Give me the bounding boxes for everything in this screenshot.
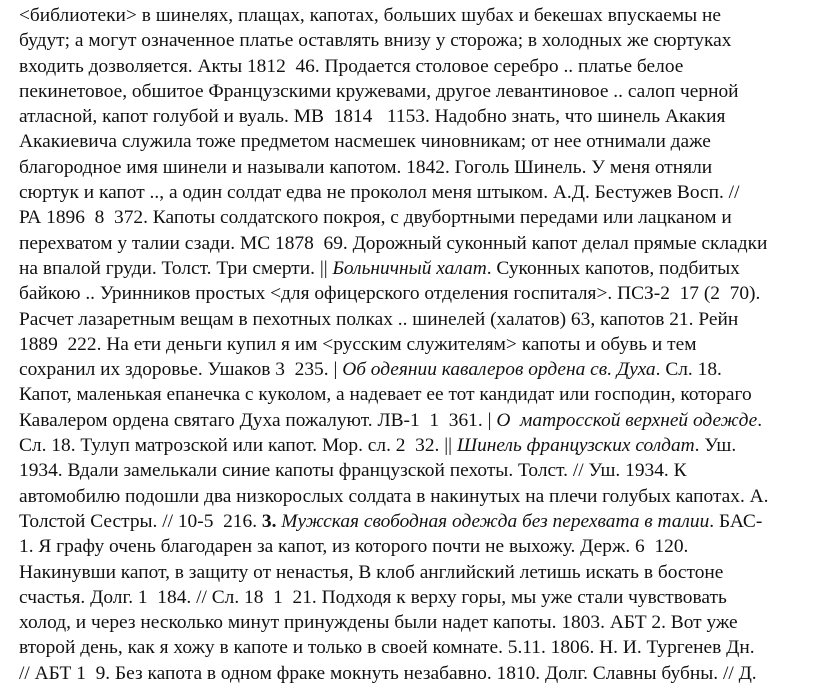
text-line	[19, 534, 819, 559]
text-line	[19, 28, 819, 53]
text-run: . Сл. 18.	[655, 359, 722, 381]
text-run: на впалой груди. Толст. Три смерти. ||	[19, 257, 333, 279]
text-run: автомобилю подошли два низкорослых солдата в накинутых на плечи голубых капотах. А.	[19, 485, 769, 507]
text-run: Сл. 18. Тулуп матрозской или капот. Мор. сл. 2 32. ||	[19, 435, 457, 457]
text-run: байкою .. Уринников простых <для офицерского отделения госпиталя>. ПСЗ-2 17 (2 70).	[19, 283, 761, 305]
italic-definition: Об одеянии кавалеров ордена св. Духа	[342, 359, 656, 381]
italic-definition: О матросской верхней одежде	[496, 409, 758, 431]
text-line	[19, 357, 819, 382]
text-run: Акакиевича служила тоже предметом насмешек чиновникам; от нее отнимали даже	[19, 131, 711, 153]
text-run: 1889 222. На ети деньги купил я им <русским служителям> капоты и обувь и тем	[19, 333, 697, 355]
text-run: холод, и через несколько минут принуждены были надет капоты. 1803. АБТ 2. Вот уже	[19, 612, 738, 634]
text-line	[19, 79, 819, 104]
text-line	[19, 3, 819, 28]
text-line	[19, 635, 819, 660]
text-run: Кавалером ордена святаго Духа пожалуют. ЛВ-1 1 361. |	[19, 409, 497, 431]
text-run: второй день, как я хожу в капоте и только в своей комнате. 5.11. 1806. Н. И. Тургенев Дн.	[19, 637, 755, 659]
text-run: счастья. Долг. 1 184. // Сл. 18 1 21. Подходя к верху горы, мы уже стали чувствовать	[19, 586, 727, 608]
text-run: Расчет лазаретным вещам в пехотных полках .. шинелей (халатов) 63, капотов 21. Рейн	[19, 308, 739, 330]
text-run: сохранил их здоровье. Ушаков 3 235. |	[19, 359, 343, 381]
text-run: 1934. Вдали замелькали синие капоты французской пехоты. Толст. // Уш. 1934. К	[19, 460, 687, 482]
text-run: перехватом у талии сзади. МС 1878 69. Дорожный суконный капот делал прямые складки	[19, 232, 768, 254]
text-run: РА 1896 8 372. Капоты солдатского покроя, с двубортными передами или лацканом и	[19, 207, 732, 229]
text-line	[19, 458, 819, 483]
sense-number: 3.	[261, 510, 277, 532]
text-line	[19, 560, 819, 585]
text-line	[19, 509, 819, 534]
text-line	[19, 281, 819, 306]
italic-definition: Шинель французских солдат	[456, 435, 695, 457]
text-line	[19, 104, 819, 129]
text-line	[19, 484, 819, 509]
text-run: . Уш.	[694, 435, 737, 457]
text-line	[19, 408, 819, 433]
text-line	[19, 382, 819, 407]
text-line	[19, 610, 819, 635]
text-line	[19, 433, 819, 458]
text-line	[19, 180, 819, 205]
text-run: . Суконных капотов, подбитых	[486, 257, 740, 279]
text-run: . БАС-	[709, 510, 763, 532]
text-run: атласной, капот голубой и вуаль. МВ 1814 1153. Надобно знать, что шинель Акакия	[19, 106, 726, 128]
dictionary-page	[19, 3, 819, 686]
text-line	[19, 307, 819, 332]
text-run: 1. Я графу очень благодарен за капот, из которого почти не выхожу. Держ. 6 120.	[19, 536, 689, 558]
text-line	[19, 54, 819, 79]
text-line	[19, 129, 819, 154]
text-run: входить дозволяется. Акты 1812 46. Продается столовое серебро .. платье белое	[19, 55, 684, 77]
text-run: сюртук и капот .., а один солдат едва не проколол меня штыком. А.Д. Бестужев Восп. //	[19, 182, 740, 204]
text-run: Накинувши капот, в защиту от ненастья, В клоб английский летишь искать в бостоне	[19, 561, 724, 583]
text-line	[19, 231, 819, 256]
text-line	[19, 256, 819, 281]
text-run: благородное имя шинели и называли капотом. 1842. Гоголь Шинель. У меня отняли	[19, 156, 713, 178]
text-line	[19, 661, 819, 686]
text-line	[19, 205, 819, 230]
text-run: // АБТ 1 9. Без капота в одном фраке мокнуть незабавно. 1810. Долг. Славны бубны. // Д.	[19, 662, 757, 684]
text-line	[19, 332, 819, 357]
text-run: пекинетовое, обшитое Французскими кружевами, другое левантиновое .. салоп черной	[19, 80, 739, 102]
italic-definition: Больничный халат	[332, 257, 487, 279]
text-run: <библиотеки> в шинелях, плащах, капотах, больших шубах и бекешах впускаемы не	[19, 5, 722, 26]
text-line	[19, 155, 819, 180]
italic-definition: Мужская свободная одежда без перехвата в талии	[281, 510, 710, 532]
text-run: будут; а могут означенное платье оставлять внизу у сторожа; в холодных же сюртуках	[19, 30, 732, 52]
text-run: Капот, маленькая епанечка с куколом, а надевает ее тот кандидат или господин, котораго	[19, 384, 752, 406]
text-line	[19, 585, 819, 610]
text-run: .	[757, 409, 763, 431]
text-run: Толстой Сестры. // 10-5 216.	[19, 510, 262, 532]
